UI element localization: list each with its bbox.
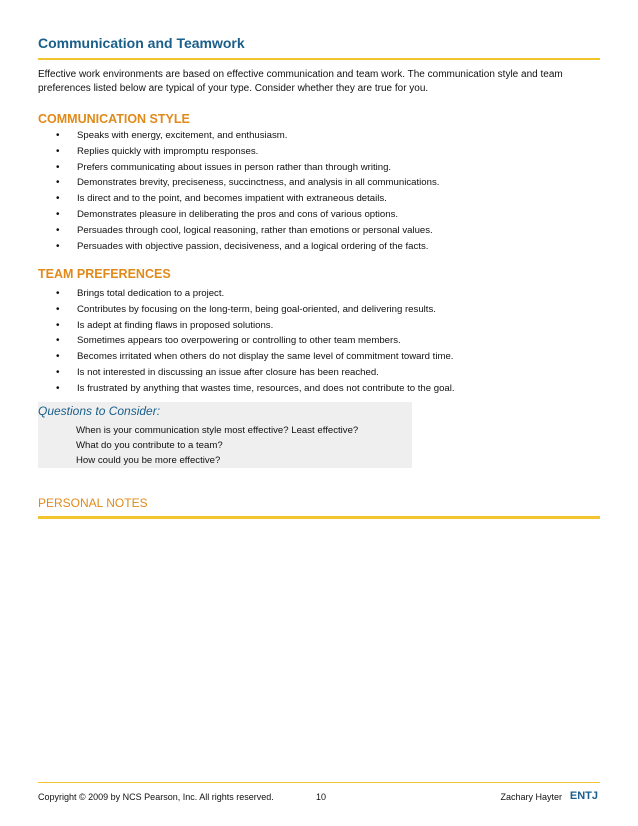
bullet-icon: • xyxy=(56,130,60,141)
bullet-text: Is frustrated by anything that wastes time, resources, and does not contribute to the goal. xyxy=(77,382,455,394)
footer-copyright: Copyright © 2009 by NCS Pearson, Inc. All rights reserved. xyxy=(38,792,274,802)
bullet-text: Is direct and to the point, and becomes impatient with extraneous details. xyxy=(77,193,387,205)
bullet-item xyxy=(38,286,600,302)
team-preferences-heading: TEAM PREFERENCES xyxy=(38,267,171,281)
questions-box xyxy=(38,402,412,468)
bullet-item xyxy=(38,318,600,334)
bullet-icon: • xyxy=(56,382,60,394)
bullet-text: Replies quickly with impromptu responses. xyxy=(77,145,259,157)
bullet-item xyxy=(38,223,600,239)
bullet-icon: • xyxy=(56,288,60,299)
communication-style-heading: COMMUNICATION STYLE xyxy=(38,112,190,126)
bullet-icon: • xyxy=(56,193,60,205)
bullet-icon: • xyxy=(56,145,60,157)
question-item: What do you contribute to a team? xyxy=(76,440,223,451)
questions-heading: Questions to Consider: xyxy=(38,404,161,418)
bullet-item xyxy=(38,239,600,255)
bullet-item xyxy=(38,302,600,318)
footer-divider xyxy=(38,782,600,783)
bullet-text: Demonstrates brevity, preciseness, succinctness, and analysis in all communications. xyxy=(77,177,440,189)
bullet-item xyxy=(38,207,600,223)
bullet-icon: • xyxy=(56,161,60,173)
bullet-item xyxy=(38,128,600,144)
bullet-text: Prefers communicating about issues in person rather than through writing. xyxy=(77,161,392,173)
bullet-item xyxy=(38,175,600,191)
bullet-icon: • xyxy=(56,366,60,378)
notes-divider xyxy=(38,516,600,519)
personal-notes-heading: PERSONAL NOTES xyxy=(38,496,148,510)
bullet-text: Persuades with objective passion, decisiveness, and a logical ordering of the facts. xyxy=(77,240,429,252)
footer-person-name: Zachary Hayter xyxy=(500,792,562,802)
bullet-icon: • xyxy=(56,177,60,189)
bullet-text: Sometimes appears too overpowering or controlling to other team members. xyxy=(77,335,401,347)
question-item: How could you be more effective? xyxy=(76,455,221,466)
bullet-item xyxy=(38,160,600,176)
bullet-icon: • xyxy=(56,335,60,347)
bullet-icon: • xyxy=(56,303,60,315)
communication-style-list xyxy=(38,128,600,254)
questions-list xyxy=(76,423,358,468)
question-item: When is your communication style most effective? Least effective? xyxy=(76,425,359,436)
footer-personality-type: ENTJ xyxy=(569,790,598,802)
bullet-item xyxy=(38,191,600,207)
footer-page-number: 10 xyxy=(316,792,327,802)
report-page xyxy=(38,0,600,826)
intro-paragraph: Effective work environments are based on effective communication and team work. The communication style and team preferences listed below are typical of your type. Consider whether they are true for you. xyxy=(38,69,563,94)
bullet-icon: • xyxy=(56,224,60,236)
bullet-text: Becomes irritated when others do not display the same level of commitment toward time. xyxy=(77,351,454,363)
bullet-icon: • xyxy=(56,319,60,331)
page-title: Communication and Teamwork xyxy=(38,35,245,51)
bullet-text: Is adept at finding flaws in proposed solutions. xyxy=(77,319,274,331)
bullet-item xyxy=(38,365,600,381)
title-divider xyxy=(38,58,600,60)
bullet-item xyxy=(38,349,600,365)
bullet-text: Persuades through cool, logical reasoning, rather than emotions or personal values. xyxy=(77,224,433,236)
bullet-item xyxy=(38,381,600,397)
bullet-text: Is not interested in discussing an issue after closure has been reached. xyxy=(77,366,379,378)
bullet-text: Contributes by focusing on the long-term, being goal-oriented, and delivering results. xyxy=(77,303,436,315)
bullet-text: Demonstrates pleasure in deliberating the pros and cons of various options. xyxy=(77,208,399,220)
bullet-text: Brings total dedication to a project. xyxy=(77,288,225,299)
bullet-item xyxy=(38,333,600,349)
bullet-icon: • xyxy=(56,351,60,363)
bullet-icon: • xyxy=(56,208,60,220)
bullet-icon: • xyxy=(56,240,60,252)
bullet-text: Speaks with energy, excitement, and enthusiasm. xyxy=(77,130,288,141)
team-preferences-list xyxy=(38,286,600,397)
bullet-item xyxy=(38,144,600,160)
